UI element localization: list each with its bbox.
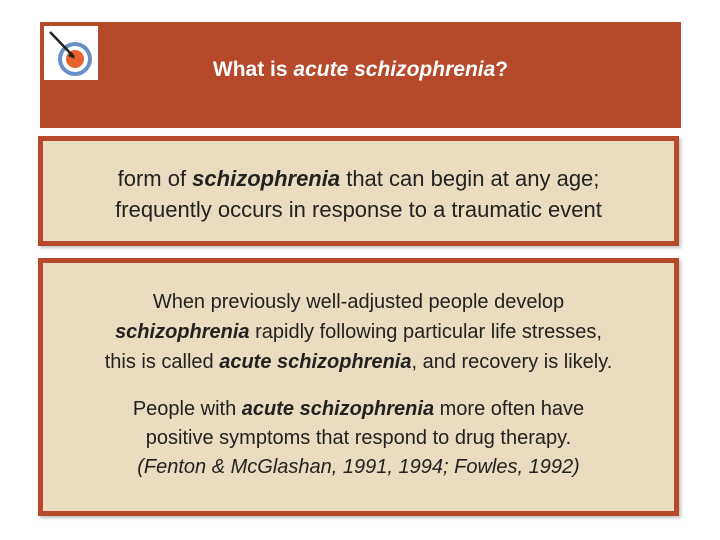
title-suffix: ? xyxy=(495,58,509,81)
definition-line-1-pre: form of xyxy=(117,166,193,191)
definition-line-2: frequently occurs in response to a traumatic event xyxy=(115,197,602,222)
title-term: acute schizophrenia xyxy=(293,58,496,81)
paragraph-2-line-1-pre: People with xyxy=(132,398,242,420)
slide-title xyxy=(40,58,681,82)
paragraph-1-line-2 xyxy=(47,317,670,347)
citation: (Fenton & McGlashan, 1991, 1994; Fowles, 1992) xyxy=(137,456,580,478)
paragraph-1-line-3-pre: this is called xyxy=(104,351,220,373)
paragraph-1-term-1: schizophrenia xyxy=(115,321,250,343)
definition-text xyxy=(43,163,674,225)
paragraph-1-line-3-post: , and recovery is likely. xyxy=(411,351,613,373)
paragraph-1-line-1: When previously well-adjusted people develop xyxy=(152,291,565,313)
title-prefix: What is xyxy=(212,58,294,81)
paragraph-1-term-2: acute schizophrenia xyxy=(219,351,412,373)
paragraph-2-line-1-post: more often have xyxy=(434,398,585,420)
paragraph-1-line-3 xyxy=(47,347,670,377)
explanation-box xyxy=(38,258,679,516)
definition-line-1 xyxy=(43,163,674,194)
paragraph-1 xyxy=(43,287,674,377)
paragraph-2-term: acute schizophrenia xyxy=(241,398,435,420)
definition-box xyxy=(38,136,679,246)
paragraph-2-line-2: positive symptoms that respond to drug therapy. xyxy=(145,427,572,449)
definition-line-1-post: that can begin at any age; xyxy=(340,166,600,191)
paragraph-2-line-1 xyxy=(47,395,670,424)
paragraph-2 xyxy=(43,395,674,482)
definition-term: schizophrenia xyxy=(192,166,341,191)
paragraph-1-line-2-post: rapidly following particular life stresses, xyxy=(249,321,602,343)
